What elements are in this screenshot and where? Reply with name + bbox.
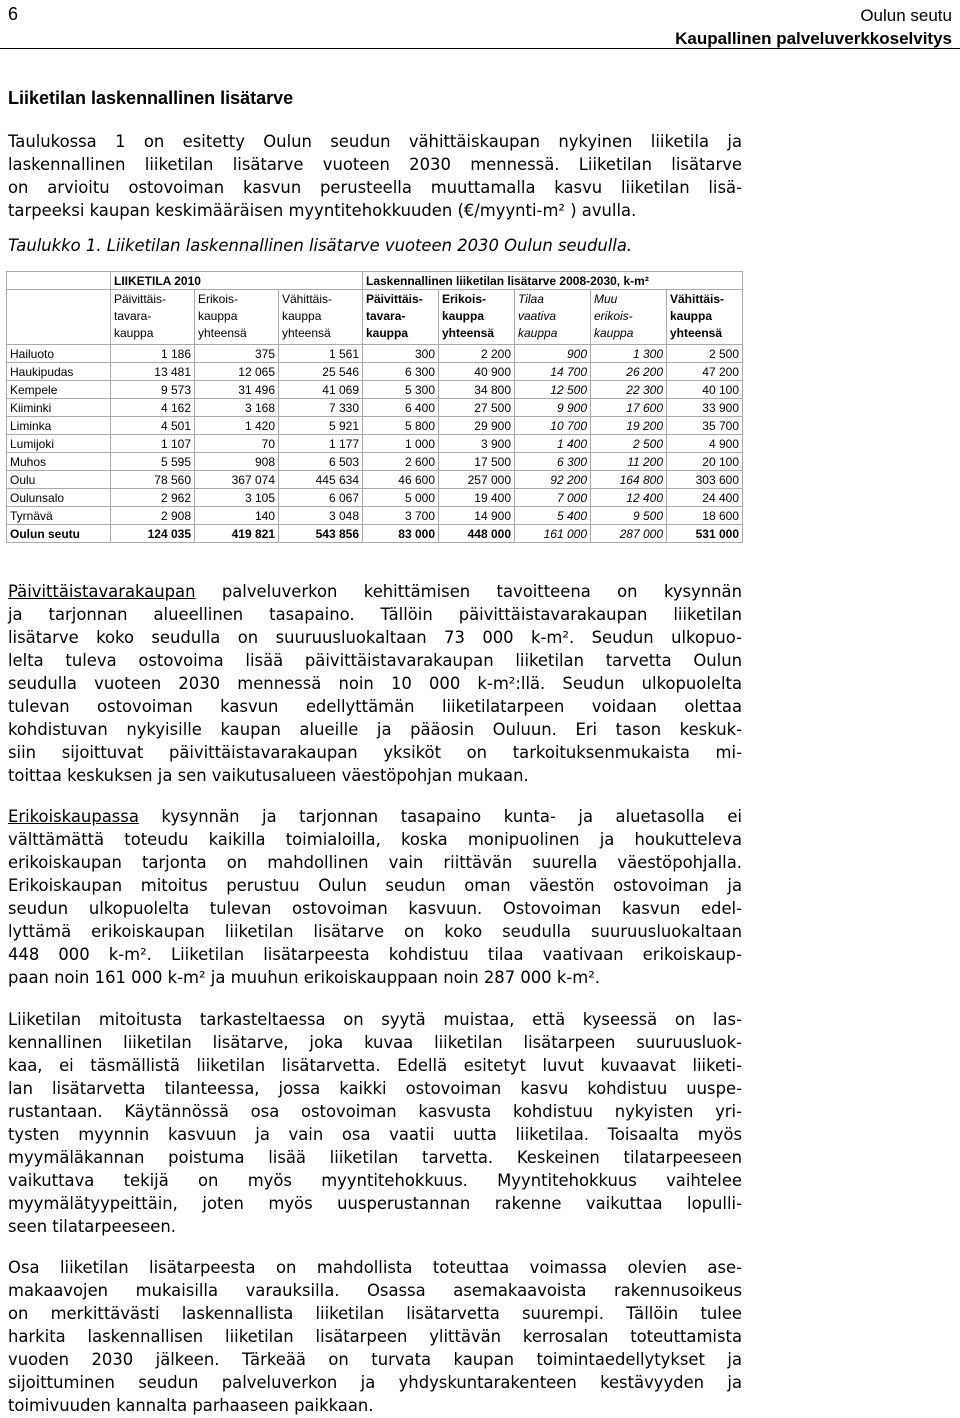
table-cell: 908 [195,453,279,471]
paragraph-line: seen tilatarpeeseen. [8,1217,176,1236]
table-cell: 24 400 [667,489,743,507]
table-cell: 1 177 [279,435,363,453]
paragraph-line: makaavojen mukaisilla varauksilla. Osassa asemakaavoista rakennusoikeus [8,1281,742,1300]
table-cell: 1 400 [515,435,591,453]
paragraph-line: tulevan ostovoiman kasvun edellyttämän liiketilatarpeen voidaan olettaa [8,697,742,716]
table-cell: 140 [195,507,279,525]
paragraph-line: siin sijoittuvat päivittäistavarakaupan yksiköt on tarkoituksenmukaista mi- [8,743,742,762]
term-daily-goods: Päivittäistavarakaupan [8,582,196,601]
table-cell: 11 200 [591,453,667,471]
table-cell: 900 [515,345,591,363]
table-cell: 6 300 [363,363,439,381]
paragraph-line: 448 000 k-m². Liiketilan lisätarpeesta kohdistuu tilaa vaativaan erikoiskaup- [8,945,742,964]
table-row [7,399,743,417]
table-cell: 5 300 [363,381,439,399]
table-cell: 3 700 [363,507,439,525]
paragraph-line: lyttämä erikoiskaupan liiketilan lisätarve on koko seudulla suuruusluokaltaan [8,922,742,941]
table-cell: 6 400 [363,399,439,417]
table-cell: 34 800 [439,381,515,399]
table-cell: 33 900 [667,399,743,417]
paragraph-line: kennallinen liiketilan lisätarve, joka kuvaa liiketilan lisätarpeen suuruusluok- [8,1033,742,1052]
table-cell: 367 074 [195,471,279,489]
paragraph-calculation-notes [8,1008,742,1238]
paragraph-line [8,805,742,828]
table-cell: 2 908 [111,507,195,525]
paragraph-line: vuoden 2030 jälkeen. Tärkeää on turvata kaupan toimintaedellytykset ja [8,1350,742,1369]
paragraph-line: lelta tuleva ostovoima lisää päivittäistavarakaupan liiketilan tarvetta Oulun [8,651,742,670]
section-title: Liiketilan laskennallinen lisätarve [8,88,294,108]
paragraph-line: kaa, ei täsmällistä liiketilan lisätarvetta. Edellä esitetyt luvut kuvaavat liiketi- [8,1056,742,1075]
table-cell: 257 000 [439,471,515,489]
table-cell: 1 000 [363,435,439,453]
column-header: Erikois- kauppa yhteensä [195,290,279,345]
group-title-2010: LIIKETILA 2010 [111,272,363,290]
table-column-header [7,290,743,345]
row-header-corner [7,290,111,345]
table-cell: 3 105 [195,489,279,507]
table-cell: 448 000 [439,525,515,543]
paragraph-line: on merkittävästi laskennallista liiketilan lisätarvetta suurempi. Tällöin tulee [8,1304,742,1323]
paragraph-specialty [8,805,742,989]
table-corner [7,272,111,290]
running-header [675,4,952,50]
table-row [7,453,743,471]
row-label: Oulunsalo [7,489,111,507]
paragraph-line: toimivuuden kannalta parhaaseen paikkaan. [8,1396,374,1415]
table-cell: 4 162 [111,399,195,417]
table-cell: 300 [363,345,439,363]
table-row [7,471,743,489]
table-cell: 31 496 [195,381,279,399]
table-cell: 531 000 [667,525,743,543]
row-label: Liminka [7,417,111,435]
row-label: Tyrnävä [7,507,111,525]
table-cell: 3 900 [439,435,515,453]
table-cell: 124 035 [111,525,195,543]
table-row [7,489,743,507]
table-cell: 7 000 [515,489,591,507]
row-label: Lumijoki [7,435,111,453]
table-cell: 2 500 [591,435,667,453]
table-cell: 92 200 [515,471,591,489]
table-cell: 2 200 [439,345,515,363]
table-cell: 12 400 [591,489,667,507]
table-cell: 83 000 [363,525,439,543]
column-header: Tilaa vaativa kauppa [515,290,591,345]
column-header: Vähittäis- kauppa yhteensä [279,290,363,345]
column-header: Päivittäis- tavara- kauppa [111,290,195,345]
row-label: Kempele [7,381,111,399]
paragraph-line: rustantaan. Käytännössä osa ostovoiman kasvusta kohdistuu nykyisten yri- [8,1102,742,1121]
table-cell: 27 500 [439,399,515,417]
column-header: Erikois- kauppa yhteensä [439,290,515,345]
table-cell: 1 420 [195,417,279,435]
paragraph-line: vaikuttava tekijä on myös myyntitehokkuus. Myyntitehokkuus vaihtelee [8,1171,742,1190]
row-label: Oulu [7,471,111,489]
table-cell: 9 573 [111,381,195,399]
table-cell: 2 500 [667,345,743,363]
row-label: Muhos [7,453,111,471]
row-label: Hailuoto [7,345,111,363]
table-cell: 26 200 [591,363,667,381]
paragraph-line: Osa liiketilan lisätarpeesta on mahdollista toteuttaa voimassa olevien ase- [8,1258,742,1277]
table-cell: 14 700 [515,363,591,381]
paragraph-zoning [8,1256,742,1417]
space-demand-table [6,271,743,543]
paragraph-line: ja tarjonnan alueellinen tasapaino. Tällöin päivittäistavarakaupan liiketilan [8,605,742,624]
row-label: Haukipudas [7,363,111,381]
paragraph-daily-goods [8,580,742,787]
paragraph-line: lan lisätarvetta tilanteessa, jossa kaikki ostovoiman kasvu kohdistuu uuspe- [8,1079,742,1098]
table-cell: 70 [195,435,279,453]
table-cell: 164 800 [591,471,667,489]
table-cell: 40 900 [439,363,515,381]
paragraph-line: myymälätyypeittäin, joten myös uusperustannan rakenne vaikuttaa lopulli- [8,1194,742,1213]
paragraph-line: sijoittuminen seudun palveluverkon ja yhdyskuntarakenteen kestävyyden ja [8,1373,742,1392]
intro-line: laskennallinen liiketilan lisätarve vuoteen 2030 mennessä. Liiketilan lisätarve [8,155,742,174]
table-cell: 6 300 [515,453,591,471]
paragraph-line: seudun ulkopuolelta tulevan ostovoiman kasvuun. Ostovoiman kasvun edel- [8,899,742,918]
table-cell: 13 481 [111,363,195,381]
paragraph-line: välttämättä toteudu kaikilla toimialoilla, koska monipuolinen ja houkutteleva [8,830,742,849]
table-cell: 6 503 [279,453,363,471]
intro-paragraph [8,130,742,222]
table-cell: 2 962 [111,489,195,507]
column-header: Päivittäis- tavara- kauppa [363,290,439,345]
column-header: Muu erikois- kauppa [591,290,667,345]
row-label: Oulun seutu [7,525,111,543]
table-caption: Taulukko 1. Liiketilan laskennallinen lisätarve vuoteen 2030 Oulun seudulla. [8,236,633,255]
header-rule [0,48,960,49]
table-cell: 5 400 [515,507,591,525]
table-cell: 29 900 [439,417,515,435]
paragraph-line [8,580,742,603]
paragraph-line: Erikoiskaupan mitoitus perustuu Oulun seudun oman väestön ostovoiman ja [8,876,742,895]
table-cell: 35 700 [667,417,743,435]
table-cell: 6 067 [279,489,363,507]
table-row [7,345,743,363]
table-row [7,507,743,525]
table-cell: 1 186 [111,345,195,363]
table-cell: 303 600 [667,471,743,489]
table-cell: 161 000 [515,525,591,543]
table-cell: 78 560 [111,471,195,489]
paragraph-line: erikoiskaupan tarjonta on mahdollinen vain riittävän suurella väestöpohjalla. [8,853,742,872]
paragraph-line: toittaa keskuksen ja sen vaikutusalueen väestöpohjan mukaan. [8,766,529,785]
table-cell: 25 546 [279,363,363,381]
table-cell: 18 600 [667,507,743,525]
line-text: palveluverkon kehittämisen tavoitteena on kysynnän [195,582,742,601]
table-row [7,417,743,435]
table-cell: 47 200 [667,363,743,381]
table-cell: 46 600 [363,471,439,489]
table-row [7,435,743,453]
paragraph-line: kohdistuvan nykyisille kaupan alueille ja pääosin Ouluun. Eri tason keskuk- [8,720,742,739]
paragraph-line: tysten myynnin kasvuun ja vain osa vaatii uutta liiketilaa. Toisaalta myös [8,1125,742,1144]
table-cell: 41 069 [279,381,363,399]
table-cell: 17 600 [591,399,667,417]
line-text: kysynnän ja tarjonnan tasapaino kunta- ja aluetasolla ei [138,807,742,826]
table-cell: 3 048 [279,507,363,525]
table-cell: 2 600 [363,453,439,471]
header-region: Oulun seutu [860,6,952,25]
paragraph-line: Liiketilan mitoitusta tarkasteltaessa on syytä muistaa, että kyseessä on las- [8,1010,742,1029]
page-number: 6 [8,4,19,24]
paragraph-line: paan noin 161 000 k-m² ja muuhun erikoiskauppaan noin 287 000 k-m². [8,968,600,987]
table-cell: 3 168 [195,399,279,417]
column-header: Vähittäis- kauppa yhteensä [667,290,743,345]
table-cell: 1 561 [279,345,363,363]
table-cell: 4 900 [667,435,743,453]
table-total-row [7,525,743,543]
table-cell: 22 300 [591,381,667,399]
paragraph-line: myymäläkannan poistuma lisää liiketilan tarvetta. Keskeinen tilatarpeeseen [8,1148,742,1167]
table-cell: 445 634 [279,471,363,489]
term-specialty: Erikoiskaupassa [8,807,139,826]
table-cell: 12 065 [195,363,279,381]
table-cell: 14 900 [439,507,515,525]
group-title-demand: Laskennallinen liiketilan lisätarve 2008-2030, k-m² [363,272,743,290]
table-cell: 543 856 [279,525,363,543]
table-cell: 12 500 [515,381,591,399]
table-cell: 40 100 [667,381,743,399]
table-cell: 5 921 [279,417,363,435]
table-cell: 10 700 [515,417,591,435]
table-cell: 1 107 [111,435,195,453]
table-cell: 7 330 [279,399,363,417]
table-cell: 375 [195,345,279,363]
table-cell: 19 400 [439,489,515,507]
table-cell: 419 821 [195,525,279,543]
table-cell: 9 900 [515,399,591,417]
table-cell: 20 100 [667,453,743,471]
table-cell: 4 501 [111,417,195,435]
intro-line: Taulukossa 1 on esitetty Oulun seudun vähittäiskaupan nykyinen liiketila ja [8,132,742,151]
table-cell: 5 595 [111,453,195,471]
intro-line: on arvioitu ostovoiman kasvun perusteella muuttamalla kasvu liiketilan lisä- [8,178,742,197]
table-cell: 9 500 [591,507,667,525]
table-cell: 287 000 [591,525,667,543]
intro-line: tarpeeksi kaupan keskimääräisen myyntitehokkuuden (€/myynti-m² ) avulla. [8,201,637,220]
table-cell: 1 300 [591,345,667,363]
table-group-header [7,272,743,290]
table-row [7,381,743,399]
table-cell: 17 500 [439,453,515,471]
table-cell: 19 200 [591,417,667,435]
row-label: Kiiminki [7,399,111,417]
header-report-title: Kaupallinen palveluverkkoselvitys [675,29,952,48]
paragraph-line: seudulla vuoteen 2030 mennessä noin 10 000 k-m²:llä. Seudun ulkopuolelta [8,674,742,693]
table-cell: 5 000 [363,489,439,507]
table-row [7,363,743,381]
paragraph-line: lisätarve koko seudulla on suuruusluokaltaan 73 000 k-m². Seudun ulkopuo- [8,628,742,647]
table-cell: 5 800 [363,417,439,435]
paragraph-line: harkita laskennallisen liiketilan lisätarpeen ylittävän kerrosalan toteuttamista [8,1327,742,1346]
